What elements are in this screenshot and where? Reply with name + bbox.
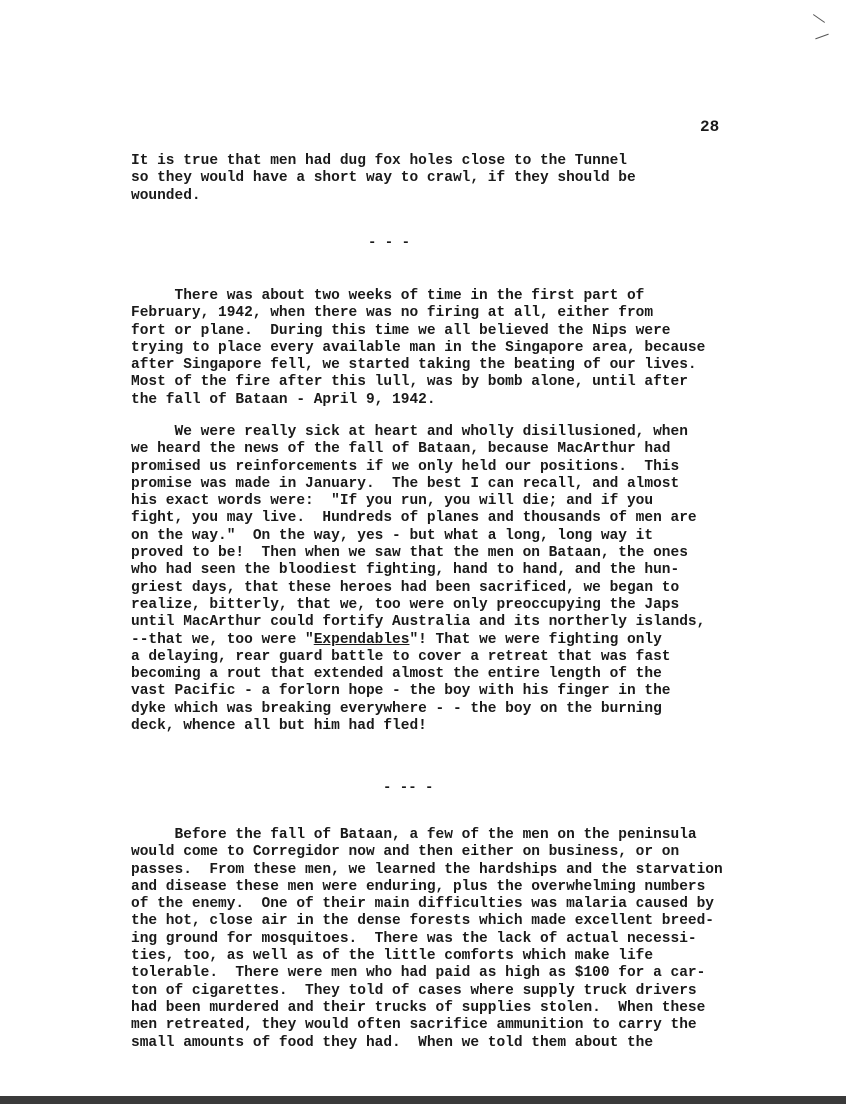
text-line: deck, whence all but him had fled! <box>131 718 427 735</box>
paragraph-fox-holes <box>131 153 636 205</box>
text-line: promised us reinforcements if we only held our positions. This <box>131 458 680 475</box>
section-divider: - -- - <box>383 780 434 796</box>
paragraph-fall-of-bataan <box>131 424 705 735</box>
text-line: the fall of Bataan - April 9, 1942. <box>131 391 436 408</box>
text-line: realize, bitterly, that we, too were only preoccupying the Japs <box>131 596 680 613</box>
paragraph-corregidor-visitors <box>131 827 723 1052</box>
text-line: vast Pacific - a forlorn hope - the boy with his finger in the <box>131 683 671 700</box>
text-line: February, 1942, when there was no firing at all, either from <box>131 305 654 322</box>
text-line: promise was made in January. The best I can recall, and almost <box>131 475 680 492</box>
text-line: tolerable. There were men who had paid as high as $100 for a car- <box>131 965 706 982</box>
text-line: the hot, close air in the dense forests which made excellent breed- <box>131 913 714 930</box>
text-line: ing ground for mosquitoes. There was the lack of actual necessi- <box>131 930 697 947</box>
text-line: passes. From these men, we learned the hardships and the starvation <box>131 861 723 878</box>
section-divider: - - - <box>368 235 411 251</box>
text-line: wounded. <box>131 187 201 204</box>
text-line: on the way." On the way, yes - but what a long, long way it <box>131 527 654 544</box>
text-line: Most of the fire after this lull, was by bomb alone, until after <box>131 374 688 391</box>
text-line: after Singapore fell, we started taking the beating of our lives. <box>131 357 697 374</box>
text-line: men retreated, they would often sacrifice ammunition to carry the <box>131 1017 697 1034</box>
text-line: ties, too, as well as of the little comforts which make life <box>131 948 654 965</box>
text-line: proved to be! Then when we saw that the men on Bataan, the ones <box>131 545 688 562</box>
text-line: we heard the news of the fall of Bataan, because MacArthur had <box>131 441 671 458</box>
text-line: his exact words were: "If you run, you will die; and if you <box>131 493 654 510</box>
text-line: small amounts of food they had. When we told them about the <box>131 1034 654 1051</box>
text-line: ton of cigarettes. They told of cases where supply truck drivers <box>131 982 697 999</box>
text-line: It is true that men had dug fox holes close to the Tunnel <box>131 153 627 169</box>
text-line: a delaying, rear guard battle to cover a retreat that was fast <box>131 648 671 665</box>
text-line: fort or plane. During this time we all believed the Nips were <box>131 322 671 339</box>
text-line: There was about two weeks of time in the first part of <box>131 288 645 304</box>
text-line: until MacArthur could fortify Australia and its northerly islands, <box>131 614 706 631</box>
text-line: We were really sick at heart and wholly disillusioned, when <box>131 424 688 440</box>
text-line: who had seen the bloodiest fighting, hand to hand, and the hun- <box>131 562 680 579</box>
text-line: dyke which was breaking everywhere - - the boy on the burning <box>131 700 662 717</box>
paragraph-february-lull <box>131 288 705 409</box>
page-number: 28 <box>700 118 720 136</box>
text-line: had been murdered and their trucks of supplies stolen. When these <box>131 999 706 1016</box>
text-fragment: --that we, too were " <box>131 631 314 648</box>
scan-edge-bar <box>0 1096 846 1104</box>
text-line-expendables <box>131 632 705 649</box>
scan-mark <box>813 14 825 23</box>
text-fragment: "! That we were fighting only <box>409 631 662 648</box>
text-line: fight, you may live. Hundreds of planes and thousands of men are <box>131 510 697 527</box>
text-line: Before the fall of Bataan, a few of the men on the peninsula <box>131 827 697 843</box>
underlined-word: Expendables <box>313 631 410 648</box>
text-line: griest days, that these heroes had been sacrificed, we began to <box>131 579 680 596</box>
text-line: so they would have a short way to crawl, if they should be <box>131 170 636 187</box>
text-line: would come to Corregidor now and then either on business, or on <box>131 844 680 861</box>
text-line: and disease these men were enduring, plus the overwhelming numbers <box>131 878 706 895</box>
scan-mark <box>815 34 828 40</box>
text-line: of the enemy. One of their main difficulties was malaria caused by <box>131 896 714 913</box>
text-line: trying to place every available man in the Singapore area, because <box>131 339 706 356</box>
text-line: becoming a rout that extended almost the entire length of the <box>131 666 662 683</box>
